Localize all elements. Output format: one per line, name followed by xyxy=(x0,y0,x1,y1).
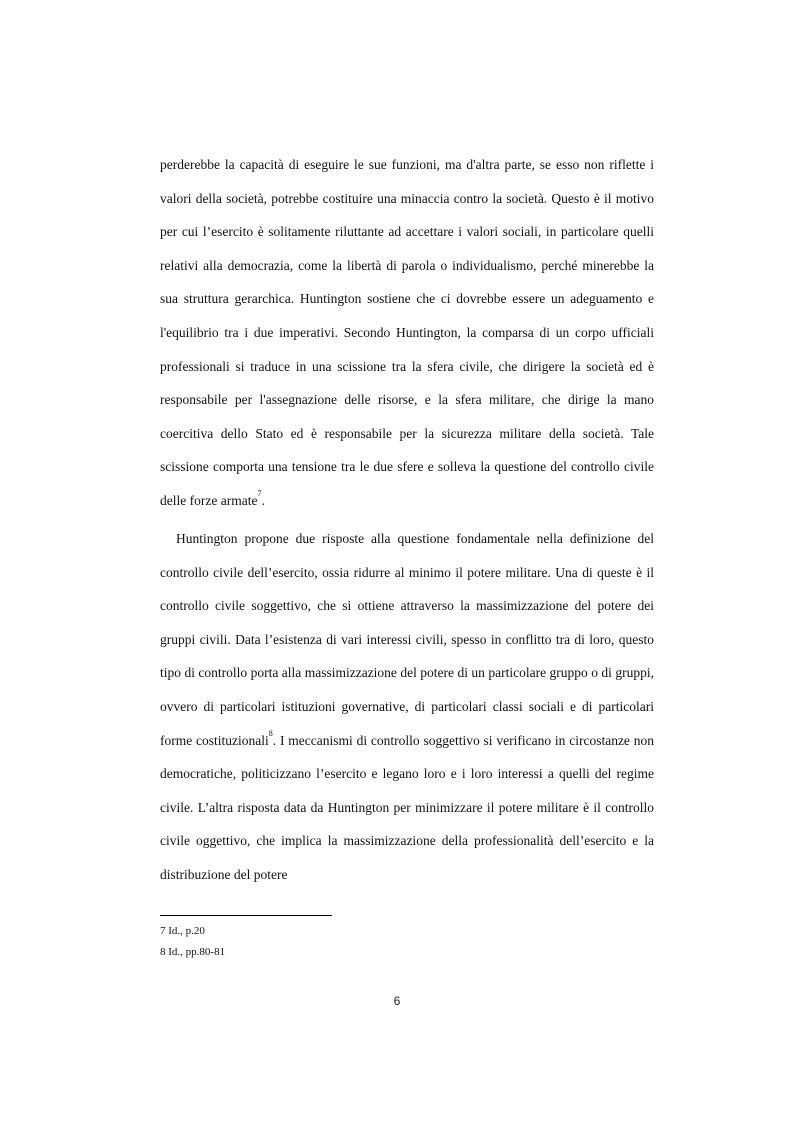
paragraph-1-tail: . xyxy=(261,492,265,508)
paragraph-2-text-after: . I meccanismi di controllo soggettivo si verificano in circostanze non democratiche, politicizzano l’esercito e legano loro e i loro interessi a quelli del regime civile. L’altra risposta data da Huntington per minimizzare il potere militare è il controllo civile oggettivo, che implica la massimizzazione della professionalità dell’esercito e la distribuzione del potere xyxy=(160,732,654,882)
page-number: 6 xyxy=(393,994,401,1008)
footnote-8: 8 Id., pp.80-81 xyxy=(160,946,226,958)
paragraph-2-text-before: Huntington propone due risposte alla questione fondamentale nella definizione del controllo civile dell’esercito, ossia ridurre al minimo il potere militare. Una di queste è il controllo civile soggettivo, che si ottiene attraverso la massimizzazione del potere dei gruppi civili. Data l’esistenza di vari interessi civili, spesso in conflitto tra di loro, questo tipo di controllo porta alla massimizzazione del potere di un particolare gruppo o di gruppi, ovvero di particolari istituzioni governative, di particolari classi sociali e di particolari forme costituzionali xyxy=(160,531,654,748)
footnote-7: 7 Id., p.20 xyxy=(160,925,205,937)
footnote-separator xyxy=(160,915,332,916)
footnote-ref-8: 8 xyxy=(268,728,273,738)
paragraph-1-text: perderebbe la capacità di eseguire le sue funzioni, ma d'altra parte, se esso non riflette i valori della società, potrebbe costituire una minaccia contro la società. Questo è il motivo per cui l’esercito è solitamente riluttante ad accettare i valori sociali, in particolare quelli relativi alla democrazia, come la libertà di parola o individualismo, perché minerebbe la sua struttura gerarchica. Huntington sostiene che ci dovrebbe essere un adeguamento e l'equilibrio tra i due imperativi. Secondo Huntington, la comparsa di un corpo ufficiali professionali si traduce in una scissione tra la sfera civile, che dirigere la società ed è responsabile per l'assegnazione delle risorse, e la sfera militare, che dirige la mano coercitiva dello Stato ed è responsabile per la sicurezza militare della società. Tale scissione comporta una tensione tra le due sfere e solleva la questione del controllo civile delle forze armate xyxy=(160,157,654,508)
body-paragraph-2 xyxy=(160,522,654,892)
footnotes xyxy=(160,921,225,963)
body-paragraph-1 xyxy=(160,148,654,518)
footnote-ref-7: 7 xyxy=(257,488,262,498)
